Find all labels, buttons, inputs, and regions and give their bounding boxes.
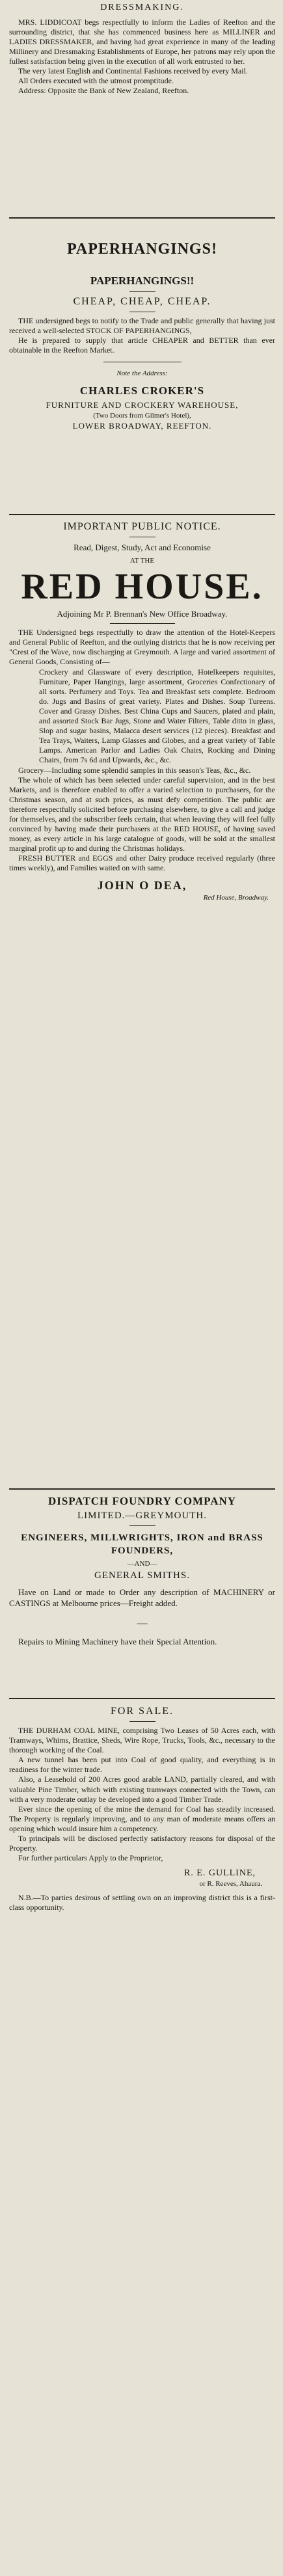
paperhangings-subtitle: PAPERHANGINGS!! xyxy=(90,274,195,287)
paperhangings-ad xyxy=(9,225,275,433)
redhouse-proprietor: JOHN O DEA, xyxy=(97,878,187,892)
redhouse-dairy: FRESH BUTTER and EGGS and other Dairy produce received regularly (three times weekly), and Families waited on with same. xyxy=(9,853,275,873)
dressmaking-address: Address: Opposite the Bank of New Zealand, Reefton. xyxy=(18,86,189,96)
divider xyxy=(9,1488,275,1490)
redhouse-proprietor-address: Red House, Broadway. xyxy=(203,893,269,902)
forsale-signature-alt: or R. Reeves, Ahaura. xyxy=(199,1880,262,1888)
forsale-leasehold: Also, a Leasehold of 200 Acres good arable LAND, partially cleared, and with valuable Pine Timber, which with existing tramways connected with the Town, can with a very moderate outlay be developed into a good Timber Trade. xyxy=(9,1775,275,1804)
paperhangings-note: Note the Address: xyxy=(116,369,168,377)
redhouse-tagline: Read, Digest, Study, Act and Economise xyxy=(74,543,211,553)
dressmaking-fashions: The very latest English and Continental Fashions received by every Mail. xyxy=(18,66,248,76)
foundry-subtitle: LIMITED.—GREYMOUTH. xyxy=(77,1510,207,1521)
divider xyxy=(129,291,155,292)
forsale-ad xyxy=(9,1704,275,1913)
redhouse-adjoining: Adjoining Mr P. Brennan's New Office Broadway. xyxy=(57,609,228,619)
paperhangings-title: PAPERHANGINGS! xyxy=(67,241,217,258)
paperhangings-doors: (Two Doors from Gilmer's Hotel), xyxy=(93,411,191,420)
forsale-title: FOR SALE. xyxy=(110,1706,174,1717)
redhouse-grocery: Grocery—Including some splendid samples in this season's Teas, &c., &c. xyxy=(18,765,251,775)
foundry-trades: ENGINEERS, MILLWRIGHTS, IRON and BRASS FOUNDERS, xyxy=(21,1533,263,1556)
dressmaking-body: MRS. LIDDICOAT begs respectfully to inform the Ladies of Reefton and the surrounding district, that she has commenced business here as MILLINER and LADIES DRESSMAKER, and having had great experience in many of the leading Millinery and Dressmaking Establishments of Europe, her patrons may rely upon the fullest satisfaction being given in the execution of all work entrusted to her. xyxy=(9,17,275,66)
foundry-title: DISPATCH FOUNDRY COMPANY xyxy=(47,1495,237,1507)
redhouse-ad xyxy=(9,520,275,902)
paperhangings-supply: He is prepared to supply that article CHEAPER and BETTER than ever obtainable in the Reefton Market. xyxy=(9,335,275,355)
divider xyxy=(9,1698,275,1699)
redhouse-selection: The whole of which has been selected under careful supervision, and in the best Markets, and is therefore enabled to offer a varied selection to purchasers, for the Christmas season, and at such prices, as must defy competition. The public are therefore respectfully solicited before purchasing elsewhere, to give a call and judge for themselves, and the subscriber feels certain, that when leaving they will feel fully convinced by having made their purchasers at the RED HOUSE, of having saved money, as every article in his large catalogue of goods, will be sold at the smallest marginal profit up to and during the Christmas holidays. xyxy=(9,775,275,853)
redhouse-intro: THE Undersigned begs respectfully to draw the attention of the Hotel-Keepers and General Public of Reefton, and the outlying districts that he is now receiving per "Crest of the Wave, now discharging at Greymouth. A large and varied assortment of General Goods, Consisting of— xyxy=(9,628,275,667)
redhouse-name: RED HOUSE. xyxy=(21,567,263,608)
dressmaking-ad xyxy=(9,3,275,96)
forsale-particulars: For further particulars Apply to the Proprietor, xyxy=(18,1853,163,1863)
foundry-dash: — xyxy=(137,1618,148,1629)
foundry-and: —AND— xyxy=(127,1560,157,1568)
forsale-reasons: To principals will be disclosed perfectly satisfactory reasons for disposal of the Property. xyxy=(9,1834,275,1853)
paperhangings-business: FURNITURE AND CROCKERY WAREHOUSE, xyxy=(46,399,239,410)
divider xyxy=(9,217,275,219)
forsale-signature: R. E. GULLINE, xyxy=(183,1868,256,1879)
paperhangings-body: THE undersigned begs to notify to the Trade and public generally that having just received a well-selected STOCK OF PAPERHANGINGS, xyxy=(9,315,275,335)
divider xyxy=(129,1525,155,1526)
redhouse-title: IMPORTANT PUBLIC NOTICE. xyxy=(63,521,221,532)
divider xyxy=(9,514,275,515)
paperhangings-name: CHARLES CROKER'S xyxy=(79,384,205,397)
foundry-ad xyxy=(9,1495,275,1647)
dressmaking-orders: All Orders executed with the utmost promptitude. xyxy=(18,76,174,86)
redhouse-at-the: AT THE xyxy=(129,557,155,565)
dressmaking-title: DRESSMAKING. xyxy=(100,3,184,12)
forsale-tunnel: A new tunnel has been put into Coal of good quality, and everything is in readiness for the winter trade. xyxy=(9,1755,275,1775)
forsale-demand: Ever since the opening of the mine the demand for Coal has steadily increased. The Property is regularly improving, and to any man of moderate means offers an opening which would insure him a competency. xyxy=(9,1804,275,1833)
foundry-smiths: GENERAL SMITHS. xyxy=(94,1570,190,1581)
paperhangings-cheap: CHEAP, CHEAP, CHEAP. xyxy=(73,295,211,307)
forsale-nb: N.B.—To parties desirous of settling own on an improving district this is a first-class opportunity. xyxy=(9,1893,275,1912)
paperhangings-location: LOWER BROADWAY, REEFTON. xyxy=(72,420,212,431)
foundry-body: Have on Land or made to Order any description of MACHINERY or CASTINGS at Melbourne prices—Freight added. xyxy=(9,1587,275,1608)
forsale-mine: THE DURHAM COAL MINE, comprising Two Leases of 50 Acres each, with Tramways, Whims, Brattice, Sheds, Wire Rope, Trucks, Tools, &c., necessary to the thorough working of the Coal. xyxy=(9,1726,275,1755)
redhouse-goods: Crockery and Glassware of every description, Hotelkeepers requisites, Furniture, Paper Hangings, large assortment, Groceries Confectionary of all sorts. Perfumery and Toys. Tea and Breakfast sets complete. Bedroom do. Jugs and Basins of great variety. Plates and Dishes. Soup Tureens. Cover and Grassy Dishes. Best China Cups and Saucers, plated and plain, and assorted Stock Bar Jugs, Stone and Water Filters, Table ditto in glass, Slop and sugar basins, Malacca desert services (12 pieces). Breakfast and Tea Trays, Waiters, Lamp Glasses and Globes, and a great variety of Table Lamps. American Parlor and Ladies Oak Chairs, Rocking and Dining Chairs, from 7s 6d and Upwards, &c., &c. xyxy=(39,667,275,765)
foundry-repairs: Repairs to Mining Machinery have their Special Attention. xyxy=(18,1637,217,1646)
divider xyxy=(110,623,175,624)
divider xyxy=(129,1721,155,1722)
